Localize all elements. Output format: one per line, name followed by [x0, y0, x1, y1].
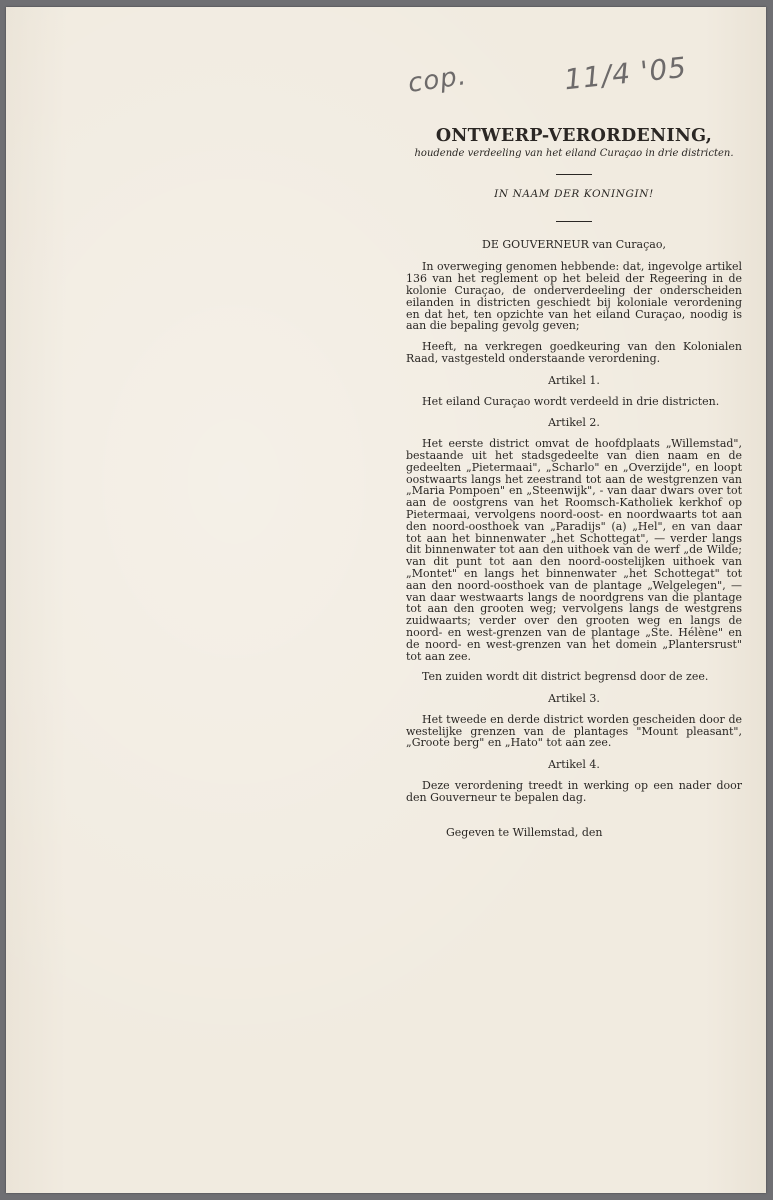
- closing-line: Gegeven te Willemstad, den: [446, 825, 603, 839]
- handwritten-annotation-date: 11/4 '05: [562, 50, 689, 97]
- article-paragraph: Deze verordening treedt in werking op een nader door den Gouverneur te bepalen dag.: [406, 779, 742, 804]
- preamble-paragraph: Heeft, na verkregen goedkeuring van den Kolonialen Raad, vastgesteld onderstaande verordening.: [406, 340, 742, 365]
- document-title: ONTWERP-VERORDENING,: [435, 126, 713, 146]
- article-heading: Artikel 1.: [548, 373, 600, 387]
- article-heading: Artikel 4.: [548, 758, 600, 772]
- article-paragraph: Het tweede en derde district worden gescheiden door de westelijke grenzen van de plantages "Mount pleasant", „Groote berg" en „Hato" tot aan zee.: [406, 712, 742, 750]
- article-paragraph: Het eerste district omvat de hoofdplaats „Willemstad", bestaande uit het stadsgedeelte van dien naam en de gedeelten „Pietermaai", „Scharlo" en „Overzijde", en loopt oostwaarts langs het zeestrand tot aan de westgrenzen van „Maria Pompoen" en „Steenwijk", - van daar dwars over tot aan de oostgrens van het Roomsch-Katholiek kerkhof op Pietermaai, vervolgens noord-oost- en noordwaarts tot aan den noord-oosthoek van „Paradijs" (a) „Hel", en van daar tot aan het binnenwater „het Schottegat", — verder langs dit binnenwater tot aan den uithoek van de werf „de Wilde; van dit punt tot aan den noord-oostelijken uithoek van „Montet" en langs het binnenwater „het Schottegat" tot aan den noord-oosthoek van de plantage „Welgelegen", — van daar westwaarts langs de noordgrens van die plantage tot aan den grooten weg; vervolgens langs de westgrens zuidwaarts; verder over den grooten weg en langs de noord- en west-grenzen van de plantage „Ste. Hélène" en de noord- en west-grenzen van het domein „Plantersrust" tot aan zee.: [406, 437, 742, 663]
- article-heading: Artikel 2.: [548, 416, 600, 430]
- article-paragraph: Ten zuiden wordt dit district begrensd door de zee.: [422, 670, 709, 684]
- text-column: [406, 125, 742, 838]
- document-subtitle: houdende verdeeling van het eiland Curaçao in drie districten.: [414, 148, 734, 159]
- invocation: IN NAAM DER KONINGIN!: [494, 187, 654, 200]
- divider-rule: [556, 221, 592, 222]
- governor-line: DE GOUVERNEUR van Curaçao,: [482, 237, 666, 251]
- article-heading: Artikel 3.: [548, 692, 600, 706]
- handwritten-annotation-copy: cop.: [406, 61, 469, 99]
- document-page: [6, 7, 766, 1193]
- article-paragraph: Het eiland Curaçao wordt verdeeld in drie districten.: [422, 394, 720, 408]
- divider-rule: [556, 174, 592, 175]
- preamble-paragraph: In overweging genomen hebbende: dat, ingevolge artikel 136 van het reglement op het beleid der Regeering in de kolonie Curaçao, de onderverdeeling der onderscheiden eilanden in districten geschiedt bij koloniale verordening en dat het, ten opzichte van het eiland Curaçao, noodig is aan die bepaling gevolg geven;: [406, 260, 742, 333]
